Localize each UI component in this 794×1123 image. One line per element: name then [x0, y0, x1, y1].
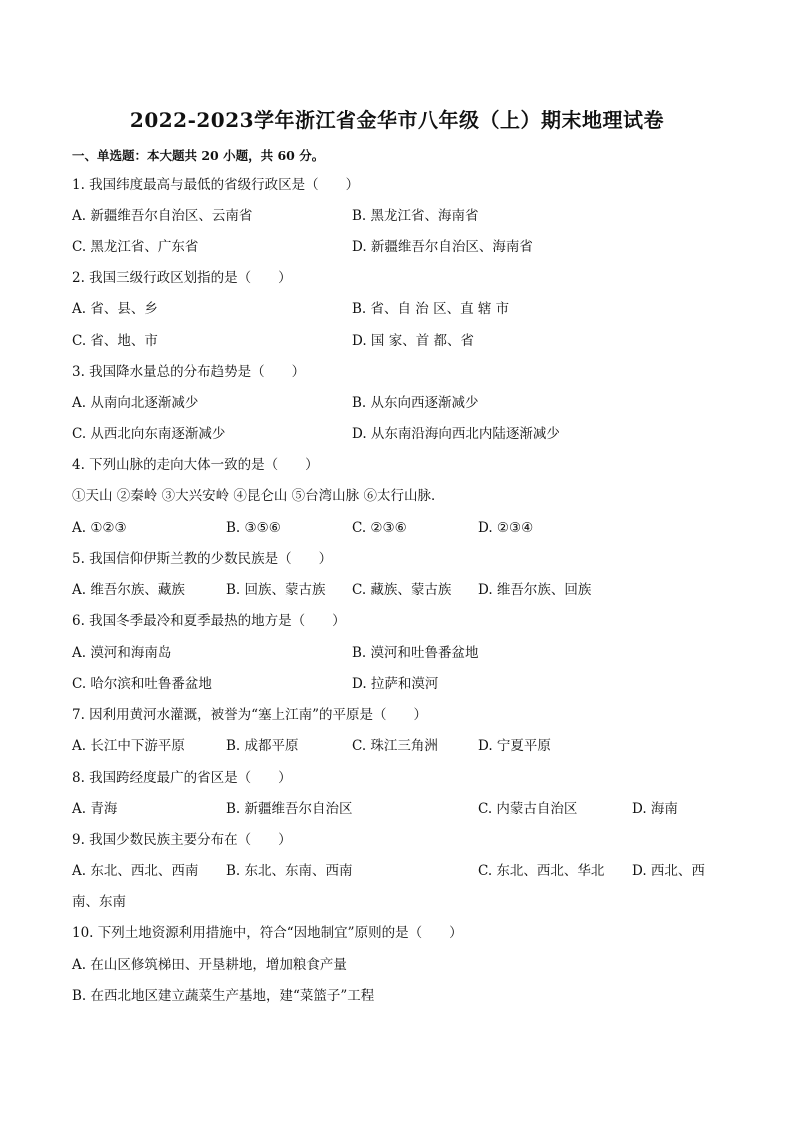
question-8-stem: 8. 我国跨经度最广的省区是（ ）	[72, 770, 292, 786]
question-9-option-b: B. 东北、东南、西南	[226, 863, 353, 879]
question-9-option-c: C. 东北、西北、华北	[478, 863, 605, 879]
question-6-option-c: C. 哈尔滨和吐鲁番盆地	[72, 676, 212, 692]
question-6-option-b: B. 漠河和吐鲁番盆地	[352, 645, 479, 661]
question-3-option-c: C. 从西北向东南逐渐减少	[72, 426, 226, 442]
question-6-option-a: A. 漠河和海南岛	[72, 645, 172, 661]
question-9-stem: 9. 我国少数民族主要分布在（ ）	[72, 832, 292, 848]
question-1-option-c: C. 黑龙江省、广东省	[72, 239, 199, 255]
question-6-stem: 6. 我国冬季最冷和夏季最热的地方是（ ）	[72, 613, 346, 629]
question-1-option-b: B. 黑龙江省、海南省	[352, 208, 479, 224]
question-7-option-d: D. 宁夏平原	[478, 738, 551, 754]
question-9-option-d: D. 西北、西	[632, 863, 705, 879]
question-5-option-a: A. 维吾尔族、藏族	[72, 582, 185, 598]
question-3-option-d: D. 从东南沿海向西北内陆逐渐减少	[352, 426, 560, 442]
question-1-stem: 1. 我国纬度最高与最低的省级行政区是（ ）	[72, 177, 360, 193]
question-7-stem: 7. 因利用黄河水灌溉，被誉为“塞上江南”的平原是（ ）	[72, 707, 427, 723]
question-3-option-a: A. 从南向北逐渐减少	[72, 395, 199, 411]
question-5-option-c: C. 藏族、蒙古族	[352, 582, 452, 598]
question-8-option-b: B. 新疆维吾尔自治区	[226, 801, 353, 817]
question-2-option-c: C. 省、地、市	[72, 333, 158, 349]
page-title: 2022-2023学年浙江省金华市八年级（上）期末地理试卷	[129, 108, 665, 132]
question-8-option-d: D. 海南	[632, 801, 678, 817]
question-2-option-b: B. 省、自 治 区、直 辖 市	[352, 301, 510, 317]
question-4-mountain-list: ①天山 ②秦岭 ③大兴安岭 ④昆仑山 ⑤台湾山脉 ⑥太行山脉．	[72, 488, 445, 504]
question-10-option-b: B. 在西北地区建立蔬菜生产基地，建“菜篮子”工程	[72, 988, 375, 1004]
question-7-option-c: C. 珠江三角洲	[352, 738, 438, 754]
question-7-option-a: A. 长江中下游平原	[72, 738, 185, 754]
question-4-stem: 4. 下列山脉的走向大体一致的是（ ）	[72, 457, 319, 473]
question-4-option-d: D. ②③④	[478, 520, 534, 536]
question-9-option-d-continued: 南、东南	[72, 894, 126, 910]
question-5-option-d: D. 维吾尔族、回族	[478, 582, 592, 598]
question-4-option-b: B. ③⑤⑥	[226, 520, 281, 536]
question-2-option-d: D. 国 家、首 都、省	[352, 333, 475, 349]
question-1-option-d: D. 新疆维吾尔自治区、海南省	[352, 239, 533, 255]
question-8-option-a: A. 青海	[72, 801, 118, 817]
question-4-option-c: C. ②③⑥	[352, 520, 407, 536]
question-5-option-b: B. 回族、蒙古族	[226, 582, 326, 598]
question-3-stem: 3. 我国降水量总的分布趋势是（ ）	[72, 364, 306, 380]
question-6-option-d: D. 拉萨和漠河	[352, 676, 439, 692]
question-5-stem: 5. 我国信仰伊斯兰教的少数民族是（ ）	[72, 551, 333, 567]
question-8-option-c: C. 内蒙古自治区	[478, 801, 578, 817]
question-10-stem: 10. 下列土地资源利用措施中，符合“因地制宜”原则的是（ ）	[72, 925, 463, 941]
section-heading: 一、单选题：本大题共 20 小题，共 60 分。	[72, 148, 325, 163]
question-2-option-a: A. 省、县、乡	[72, 301, 158, 317]
question-2-stem: 2. 我国三级行政区划指的是（ ）	[72, 270, 292, 286]
question-9-option-a: A. 东北、西北、西南	[72, 863, 199, 879]
question-10-option-a: A. 在山区修筑梯田、开垦耕地，增加粮食产量	[72, 957, 347, 973]
question-3-option-b: B. 从东向西逐渐减少	[352, 395, 479, 411]
question-4-option-a: A. ①②③	[72, 520, 127, 536]
question-1-option-a: A. 新疆维吾尔自治区、云南省	[72, 208, 253, 224]
question-7-option-b: B. 成都平原	[226, 738, 299, 754]
